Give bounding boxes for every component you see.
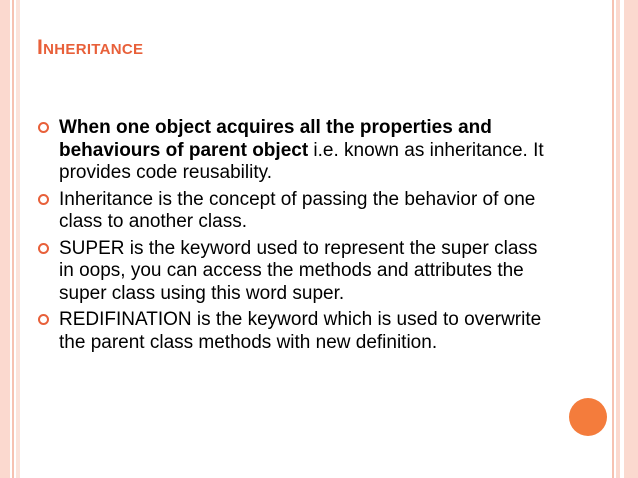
bullet-item xyxy=(37,309,557,354)
left-border-stripe xyxy=(0,0,10,478)
bullet-ring-icon xyxy=(38,243,49,254)
title-rest: NHERITANCE xyxy=(43,41,144,58)
title-first-letter: I xyxy=(37,36,44,59)
left-border-stripe-inner xyxy=(16,0,20,478)
right-border-line xyxy=(612,0,614,478)
bullet-item xyxy=(37,189,557,234)
orange-circle-decoration xyxy=(569,398,607,436)
bullet-ring-icon xyxy=(38,122,49,133)
bullet-item xyxy=(37,238,557,306)
right-border-stripe-inner xyxy=(616,0,620,478)
bullet-text: i.e. known as inheritance. It provides code reusability. xyxy=(59,139,544,183)
bullet-list xyxy=(37,117,557,358)
left-border-line xyxy=(12,0,14,478)
bullet-text: Inheritance is the concept of passing the behavior of one class to another class. xyxy=(59,188,536,232)
bullet-ring-icon xyxy=(38,314,49,325)
bullet-item xyxy=(37,117,557,185)
bullet-text: REDIFINATION is the keyword which is used to overwrite the parent class methods with new definition. xyxy=(59,309,542,353)
right-border-stripe xyxy=(624,0,638,478)
bullet-ring-icon xyxy=(38,194,49,205)
bullet-bold-text: When one object acquires all the properties and behaviours of parent object xyxy=(59,117,492,161)
bullet-text: SUPER is the keyword used to represent the super class in oops, you can access the methods and attributes the super class using this word super. xyxy=(59,237,538,304)
slide-title xyxy=(37,36,143,60)
